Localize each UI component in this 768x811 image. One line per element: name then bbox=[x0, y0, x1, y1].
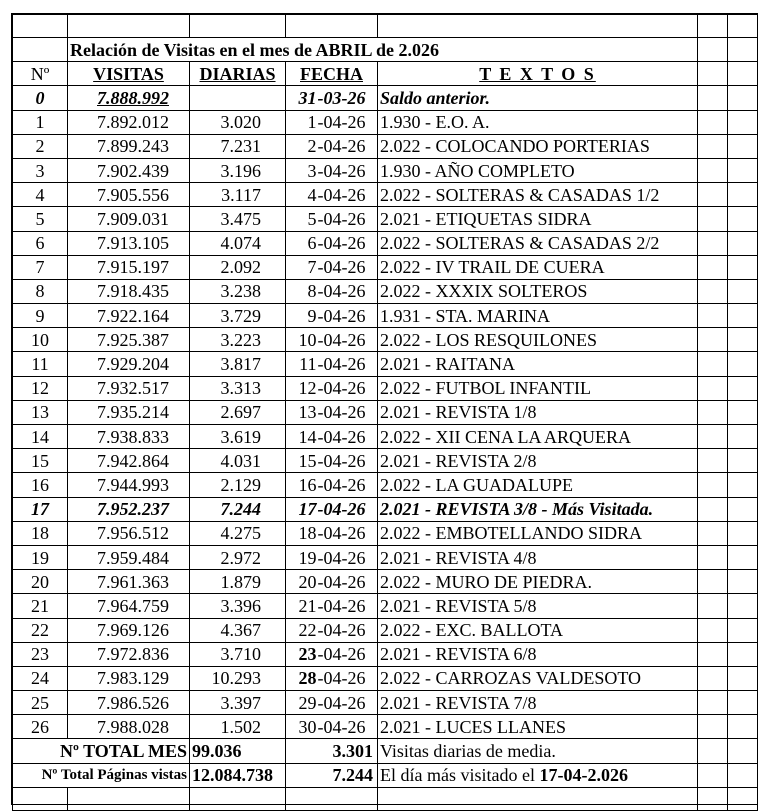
row-number: 11 bbox=[13, 352, 68, 376]
empty-cell bbox=[286, 787, 318, 810]
spacer-cell bbox=[698, 134, 728, 158]
row-visitas: 7.929.204 bbox=[68, 352, 190, 376]
row-text: 2.022 - MURO DE PIEDRA. bbox=[378, 570, 698, 594]
row-diarias: 3.397 bbox=[190, 691, 286, 715]
row-text: 2.022 - XXXIX SOLTEROS bbox=[378, 279, 698, 303]
row-diarias: 10.293 bbox=[190, 666, 286, 690]
table-row bbox=[13, 449, 758, 473]
table-row bbox=[13, 352, 758, 376]
row-date: -04-26 bbox=[318, 666, 378, 690]
table-row bbox=[13, 328, 758, 352]
spacer-cell bbox=[698, 255, 728, 279]
spacer-cell bbox=[728, 328, 758, 352]
table-row bbox=[13, 304, 758, 328]
row-diarias: 3.020 bbox=[190, 110, 286, 134]
row-number: 3 bbox=[13, 158, 68, 182]
spacer-cell bbox=[698, 739, 728, 763]
table-row bbox=[13, 134, 758, 158]
spacer-cell bbox=[698, 449, 728, 473]
row-number: 22 bbox=[13, 618, 68, 642]
table-row bbox=[13, 666, 758, 690]
total-label: Nº TOTAL MES bbox=[13, 739, 190, 763]
row-day: 10 bbox=[286, 328, 318, 352]
row-visitas: 7.905.556 bbox=[68, 183, 190, 207]
spacer-cell bbox=[698, 715, 728, 739]
row-day: 17 bbox=[286, 497, 318, 521]
row-number: 0 bbox=[13, 86, 68, 110]
table-row bbox=[13, 473, 758, 497]
row-date: -04-26 bbox=[318, 473, 378, 497]
row-text: 2.022 - XII CENA LA ARQUERA bbox=[378, 425, 698, 449]
row-day: 29 bbox=[286, 691, 318, 715]
row-day: 11 bbox=[286, 352, 318, 376]
row-date: -04-26 bbox=[318, 376, 378, 400]
spacer-cell bbox=[728, 618, 758, 642]
header-n: Nº bbox=[13, 62, 68, 86]
spacer-cell bbox=[698, 497, 728, 521]
row-number: 10 bbox=[13, 328, 68, 352]
row-diarias: 1.502 bbox=[190, 715, 286, 739]
row-diarias: 3.396 bbox=[190, 594, 286, 618]
row-day: 20 bbox=[286, 570, 318, 594]
row-visitas: 7.964.759 bbox=[68, 594, 190, 618]
row-number: 20 bbox=[13, 570, 68, 594]
table-row bbox=[13, 521, 758, 545]
header-visitas: VISITAS bbox=[68, 62, 190, 86]
header-diarias: DIARIAS bbox=[190, 62, 286, 86]
row-diarias: 1.879 bbox=[190, 570, 286, 594]
row-date: -04-26 bbox=[318, 255, 378, 279]
row-diarias: 3.238 bbox=[190, 279, 286, 303]
row-diarias: 3.313 bbox=[190, 376, 286, 400]
row-visitas: 7.972.836 bbox=[68, 642, 190, 666]
row-visitas: 7.959.484 bbox=[68, 545, 190, 569]
row-date: -04-26 bbox=[318, 497, 378, 521]
spacer-cell bbox=[728, 642, 758, 666]
spacer-cell bbox=[728, 134, 758, 158]
row-diarias: 3.475 bbox=[190, 207, 286, 231]
row-visitas: 7.899.243 bbox=[68, 134, 190, 158]
row-date: -04-26 bbox=[318, 110, 378, 134]
row-visitas: 7.918.435 bbox=[68, 279, 190, 303]
table-row bbox=[13, 231, 758, 255]
spacer-cell bbox=[728, 473, 758, 497]
spacer-cell bbox=[698, 666, 728, 690]
row-day: 4 bbox=[286, 183, 318, 207]
empty-cell bbox=[698, 787, 728, 810]
row-number: 18 bbox=[13, 521, 68, 545]
row-date: -04-26 bbox=[318, 425, 378, 449]
empty-cell bbox=[378, 787, 698, 810]
row-day: 3 bbox=[286, 158, 318, 182]
page-title: Relación de Visitas en el mes de ABRIL de 2.026 bbox=[68, 38, 698, 62]
spacer-cell bbox=[728, 715, 758, 739]
total-value: 99.036 bbox=[190, 739, 286, 763]
row-day: 15 bbox=[286, 449, 318, 473]
row-number: 19 bbox=[13, 545, 68, 569]
spacer-cell bbox=[698, 521, 728, 545]
row-visitas: 7.922.164 bbox=[68, 304, 190, 328]
spacer-cell bbox=[698, 158, 728, 182]
row-number: 14 bbox=[13, 425, 68, 449]
row-diarias: 3.817 bbox=[190, 352, 286, 376]
row-date: -03-26 bbox=[318, 86, 378, 110]
table-row bbox=[13, 255, 758, 279]
pages-row bbox=[13, 763, 758, 787]
row-day: 30 bbox=[286, 715, 318, 739]
spacer-cell bbox=[698, 570, 728, 594]
row-text: 2.022 - SOLTERAS & CASADAS 1/2 bbox=[378, 183, 698, 207]
row-day: 31 bbox=[286, 86, 318, 110]
row-number: 24 bbox=[13, 666, 68, 690]
row-diarias: 2.092 bbox=[190, 255, 286, 279]
spacer-cell bbox=[698, 110, 728, 134]
row-date: -04-26 bbox=[318, 328, 378, 352]
row-diarias: 3.619 bbox=[190, 425, 286, 449]
table-row bbox=[13, 279, 758, 303]
row-number: 13 bbox=[13, 400, 68, 424]
table-row bbox=[13, 715, 758, 739]
row-text: 2.021 - REVISTA 6/8 bbox=[378, 642, 698, 666]
spacer-cell bbox=[728, 763, 758, 787]
row-visitas: 7.956.512 bbox=[68, 521, 190, 545]
row-date: -04-26 bbox=[318, 158, 378, 182]
row-text: 2.021 - REVISTA 4/8 bbox=[378, 545, 698, 569]
row-diarias: 7.244 bbox=[190, 497, 286, 521]
row-date: -04-26 bbox=[318, 183, 378, 207]
row-date: -04-26 bbox=[318, 618, 378, 642]
row-diarias: 4.074 bbox=[190, 231, 286, 255]
spacer-cell bbox=[698, 618, 728, 642]
row-date: -04-26 bbox=[318, 207, 378, 231]
row-date: -04-26 bbox=[318, 715, 378, 739]
spacer-cell bbox=[728, 183, 758, 207]
row-day: 7 bbox=[286, 255, 318, 279]
row-number: 7 bbox=[13, 255, 68, 279]
row-visitas: 7.938.833 bbox=[68, 425, 190, 449]
opening-row bbox=[13, 86, 758, 110]
row-diarias: 3.223 bbox=[190, 328, 286, 352]
table-row bbox=[13, 570, 758, 594]
empty-cell bbox=[318, 787, 378, 810]
spacer-cell bbox=[728, 545, 758, 569]
table-row bbox=[13, 207, 758, 231]
visits-sheet bbox=[11, 13, 758, 805]
row-text: 1.931 - STA. MARINA bbox=[378, 304, 698, 328]
table-row bbox=[13, 691, 758, 715]
spacer-cell bbox=[698, 231, 728, 255]
row-day: 5 bbox=[286, 207, 318, 231]
row-visitas: 7.988.028 bbox=[68, 715, 190, 739]
max-day-prefix: El día más visitado el bbox=[380, 765, 540, 786]
average-value: 3.301 bbox=[286, 739, 378, 763]
spacer-cell bbox=[728, 158, 758, 182]
row-text: 2.022 - SOLTERAS & CASADAS 2/2 bbox=[378, 231, 698, 255]
row-text: 2.022 - IV TRAIL DE CUERA bbox=[378, 255, 698, 279]
max-day-text bbox=[378, 763, 698, 787]
row-date: -04-26 bbox=[318, 134, 378, 158]
table-row bbox=[13, 425, 758, 449]
spacer-cell bbox=[698, 763, 728, 787]
row-text: 2.021 - REVISTA 7/8 bbox=[378, 691, 698, 715]
row-day: 19 bbox=[286, 545, 318, 569]
row-text: 1.930 - E.O. A. bbox=[378, 110, 698, 134]
row-visitas: 7.944.993 bbox=[68, 473, 190, 497]
row-day: 8 bbox=[286, 279, 318, 303]
empty-cell bbox=[728, 787, 758, 810]
row-visitas: 7.969.126 bbox=[68, 618, 190, 642]
row-diarias: 7.231 bbox=[190, 134, 286, 158]
row-text: 1.930 - AÑO COMPLETO bbox=[378, 158, 698, 182]
table-row bbox=[13, 497, 758, 521]
row-number: 1 bbox=[13, 110, 68, 134]
row-diarias: 2.972 bbox=[190, 545, 286, 569]
spacer-cell bbox=[728, 207, 758, 231]
row-visitas: 7.961.363 bbox=[68, 570, 190, 594]
row-date: -04-26 bbox=[318, 642, 378, 666]
row-text: 2.021 - REVISTA 5/8 bbox=[378, 594, 698, 618]
row-diarias: 2.697 bbox=[190, 400, 286, 424]
row-visitas: 7.909.031 bbox=[68, 207, 190, 231]
row-text: 2.021 - REVISTA 2/8 bbox=[378, 449, 698, 473]
spacer-cell bbox=[728, 376, 758, 400]
empty-cell bbox=[68, 787, 190, 810]
row-date: -04-26 bbox=[318, 352, 378, 376]
spacer-cell bbox=[728, 255, 758, 279]
blank-row bbox=[13, 787, 758, 810]
table-row bbox=[13, 618, 758, 642]
row-date: -04-26 bbox=[318, 279, 378, 303]
spacer-cell bbox=[728, 425, 758, 449]
spacer-cell bbox=[728, 594, 758, 618]
row-visitas: 7.942.864 bbox=[68, 449, 190, 473]
spacer-cell bbox=[728, 449, 758, 473]
row-day: 12 bbox=[286, 376, 318, 400]
row-text: 2.022 - LA GUADALUPE bbox=[378, 473, 698, 497]
row-text: 2.022 - EXC. BALLOTA bbox=[378, 618, 698, 642]
row-diarias: 4.031 bbox=[190, 449, 286, 473]
row-text: 2.022 - LOS RESQUILONES bbox=[378, 328, 698, 352]
row-number: 6 bbox=[13, 231, 68, 255]
title-row bbox=[13, 38, 758, 62]
row-date: -04-26 bbox=[318, 570, 378, 594]
header-row bbox=[13, 62, 758, 86]
row-text: 2.022 - FUTBOL INFANTIL bbox=[378, 376, 698, 400]
row-text: 2.021 - REVISTA 1/8 bbox=[378, 400, 698, 424]
spacer-cell bbox=[728, 521, 758, 545]
table-row bbox=[13, 158, 758, 182]
table-row bbox=[13, 400, 758, 424]
row-visitas: 7.952.237 bbox=[68, 497, 190, 521]
spacer-cell bbox=[698, 594, 728, 618]
spacer-cell bbox=[698, 473, 728, 497]
spacer-cell bbox=[698, 425, 728, 449]
row-day: 22 bbox=[286, 618, 318, 642]
spacer-cell bbox=[698, 642, 728, 666]
visits-table bbox=[12, 14, 758, 811]
row-day: 18 bbox=[286, 521, 318, 545]
row-number: 2 bbox=[13, 134, 68, 158]
row-visitas: 7.892.012 bbox=[68, 110, 190, 134]
row-diarias: 4.275 bbox=[190, 521, 286, 545]
header-textos: T E X T O S bbox=[378, 62, 698, 86]
spacer-cell bbox=[728, 666, 758, 690]
spacer-cell bbox=[698, 279, 728, 303]
row-day: 16 bbox=[286, 473, 318, 497]
row-diarias: 4.367 bbox=[190, 618, 286, 642]
row-day: 6 bbox=[286, 231, 318, 255]
row-number: 12 bbox=[13, 376, 68, 400]
table-row bbox=[13, 642, 758, 666]
row-day: 14 bbox=[286, 425, 318, 449]
max-day-date: 17-04-2.026 bbox=[539, 765, 628, 786]
row-day: 21 bbox=[286, 594, 318, 618]
max-value: 7.244 bbox=[286, 763, 378, 787]
row-visitas: 7.932.517 bbox=[68, 376, 190, 400]
spacer-cell bbox=[728, 279, 758, 303]
spacer-cell bbox=[698, 545, 728, 569]
row-day: 13 bbox=[286, 400, 318, 424]
row-text: Saldo anterior. bbox=[378, 86, 698, 110]
spacer-cell bbox=[728, 497, 758, 521]
row-visitas: 7.925.387 bbox=[68, 328, 190, 352]
row-text: 2.021 - LUCES LLANES bbox=[378, 715, 698, 739]
row-number: 23 bbox=[13, 642, 68, 666]
totals-row bbox=[13, 739, 758, 763]
row-diarias: 3.117 bbox=[190, 183, 286, 207]
row-number: 9 bbox=[13, 304, 68, 328]
empty-cell bbox=[190, 787, 286, 810]
row-diarias: 2.129 bbox=[190, 473, 286, 497]
row-text: 2.022 - CARROZAS VALDESOTO bbox=[378, 666, 698, 690]
row-number: 4 bbox=[13, 183, 68, 207]
row-visitas: 7.913.105 bbox=[68, 231, 190, 255]
pages-value: 12.084.738 bbox=[190, 763, 286, 787]
row-date: -04-26 bbox=[318, 400, 378, 424]
row-visitas: 7.888.992 bbox=[68, 86, 190, 110]
row-visitas: 7.935.214 bbox=[68, 400, 190, 424]
pages-label: Nº Total Páginas vistas bbox=[13, 763, 190, 787]
row-diarias: 3.729 bbox=[190, 304, 286, 328]
row-date: -04-26 bbox=[318, 304, 378, 328]
row-visitas: 7.986.526 bbox=[68, 691, 190, 715]
spacer-cell bbox=[728, 570, 758, 594]
row-number: 25 bbox=[13, 691, 68, 715]
row-number: 26 bbox=[13, 715, 68, 739]
row-date: -04-26 bbox=[318, 521, 378, 545]
spacer-cell bbox=[698, 207, 728, 231]
spacer-cell bbox=[728, 352, 758, 376]
row-number: 17 bbox=[13, 497, 68, 521]
row-day: 23 bbox=[286, 642, 318, 666]
row-number: 8 bbox=[13, 279, 68, 303]
spacer-cell bbox=[698, 376, 728, 400]
row-day: 2 bbox=[286, 134, 318, 158]
spacer-cell bbox=[698, 183, 728, 207]
spacer-cell bbox=[728, 691, 758, 715]
table-row bbox=[13, 110, 758, 134]
spacer-cell bbox=[698, 400, 728, 424]
header-fecha: FECHA bbox=[286, 62, 378, 86]
spacer-cell bbox=[698, 691, 728, 715]
row-number: 16 bbox=[13, 473, 68, 497]
table-row bbox=[13, 594, 758, 618]
row-number: 15 bbox=[13, 449, 68, 473]
spacer-cell bbox=[728, 304, 758, 328]
row-date: -04-26 bbox=[318, 594, 378, 618]
row-text: 2.021 - ETIQUETAS SIDRA bbox=[378, 207, 698, 231]
row-visitas: 7.915.197 bbox=[68, 255, 190, 279]
row-date: -04-26 bbox=[318, 449, 378, 473]
row-text: 2.021 - RAITANA bbox=[378, 352, 698, 376]
table-row bbox=[13, 545, 758, 569]
spacer-cell bbox=[728, 739, 758, 763]
row-day: 9 bbox=[286, 304, 318, 328]
spacer-cell bbox=[728, 400, 758, 424]
row-day: 28 bbox=[286, 666, 318, 690]
row-day: 1 bbox=[286, 110, 318, 134]
average-text: Visitas diarias de media. bbox=[378, 739, 698, 763]
blank-row bbox=[13, 15, 758, 38]
row-visitas: 7.983.129 bbox=[68, 666, 190, 690]
row-number: 21 bbox=[13, 594, 68, 618]
row-date: -04-26 bbox=[318, 231, 378, 255]
spacer-cell bbox=[698, 304, 728, 328]
row-diarias: 3.196 bbox=[190, 158, 286, 182]
row-date: -04-26 bbox=[318, 691, 378, 715]
spacer-cell bbox=[698, 352, 728, 376]
row-text: 2.021 - REVISTA 3/8 - Más Visitada. bbox=[378, 497, 698, 521]
row-diarias: 3.710 bbox=[190, 642, 286, 666]
empty-cell bbox=[13, 787, 68, 810]
row-visitas: 7.902.439 bbox=[68, 158, 190, 182]
row-date: -04-26 bbox=[318, 545, 378, 569]
spacer-cell bbox=[728, 110, 758, 134]
table-row bbox=[13, 376, 758, 400]
spacer-cell bbox=[728, 231, 758, 255]
row-text: 2.022 - COLOCANDO PORTERIAS bbox=[378, 134, 698, 158]
row-text: 2.022 - EMBOTELLANDO SIDRA bbox=[378, 521, 698, 545]
row-number: 5 bbox=[13, 207, 68, 231]
spacer-cell bbox=[698, 328, 728, 352]
table-row bbox=[13, 183, 758, 207]
